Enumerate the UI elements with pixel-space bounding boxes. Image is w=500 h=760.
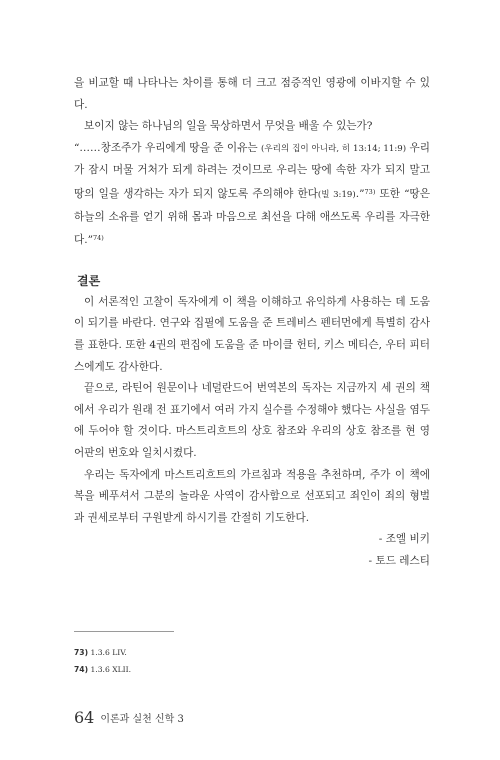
- scripture-reference: (빌 3:19): [317, 189, 356, 200]
- author-signature: - 토드 레스티: [368, 554, 430, 567]
- footnote-marker: 74): [93, 234, 104, 243]
- footnote-text: 1.3.6 XLII.: [90, 664, 132, 674]
- paragraph: 우리는 독자에게 마스트리흐트의 가르침과 적용을 추천하며, 주가 이 책에 복을 베푸셔서 그분의 놀라운 사역이 감사함으로 선포되고 죄인이 죄의 형벌과 권세로부터 구원받게 하시기를 간절히 기도한다.: [74, 468, 430, 524]
- footnote-text: 1.3.6 LIV.: [90, 648, 127, 657]
- footnote-marker: 73): [364, 187, 376, 196]
- paragraph: 을 비교할 때 나타나는 차이를 통해 더 크고 점증적인 영광에 이바지할 수 있다.: [74, 77, 430, 111]
- footnote-number: 74): [74, 664, 89, 674]
- footnote-number: 73): [74, 648, 89, 657]
- quote-text: “……창조주가 우리에게 땅을 준 이유는: [74, 141, 262, 154]
- section-heading: 결론: [77, 273, 101, 288]
- paragraph: 이 서론적인 고찰이 독자에게 이 책을 이해하고 유익하게 사용하는 데 도움이 되기를 바란다. 연구와 집필에 도움을 준 트레비스 펜터먼에게 특별히 감사를 표한다. 또한 4권의 편집에 도움을 준 마이클 헌터, 키스 메티슨, 우터 피터스에게도 감사한다.: [74, 295, 430, 373]
- quote-text: 또한 “땅은 하늘의 소유를 얻기 위해 몸과 마음으로 최선을 다해 애쓰도록 우리를 자극한다.”: [74, 187, 430, 247]
- author-signature: - 조엘 비키: [378, 533, 430, 546]
- page-number: 64: [74, 708, 95, 727]
- quotation-paragraph: [74, 138, 430, 252]
- scripture-reference: (우리의 집이 아니라, 히 13:14; 11:9): [261, 143, 407, 154]
- paragraph: 보이지 않는 하나님의 일을 묵상하면서 무엇을 배울 수 있는가?: [84, 120, 373, 133]
- running-title: 이론과 실천 신학 3: [100, 714, 184, 725]
- footnote: [74, 662, 131, 679]
- quote-text: .”: [355, 187, 365, 200]
- quote-text: 우리가 잠시 머물 거처가 되게 하려는 것이므로 우리는 땅에 속한 자가 되지 말고 땅의 일을 생각하는 자가 되지 않도록 주의해야 한다: [74, 141, 430, 200]
- footnotes: [74, 645, 131, 678]
- paragraph: 끝으로, 라틴어 원문이나 네덜란드어 번역본의 독자는 지금까지 세 권의 책에서 우리가 원래 전 표기에서 여러 가지 실수를 수정해야 했다는 사실을 염두에 두어야 할 것이다. 마스트리흐트의 상호 참조와 우리의 상호 참조를 현 영어판의 번호와 일치시켰다.: [74, 382, 430, 459]
- footnote: [74, 645, 131, 662]
- footnote-rule: [74, 631, 174, 632]
- page-footer: [74, 708, 184, 727]
- body-text: [74, 73, 430, 572]
